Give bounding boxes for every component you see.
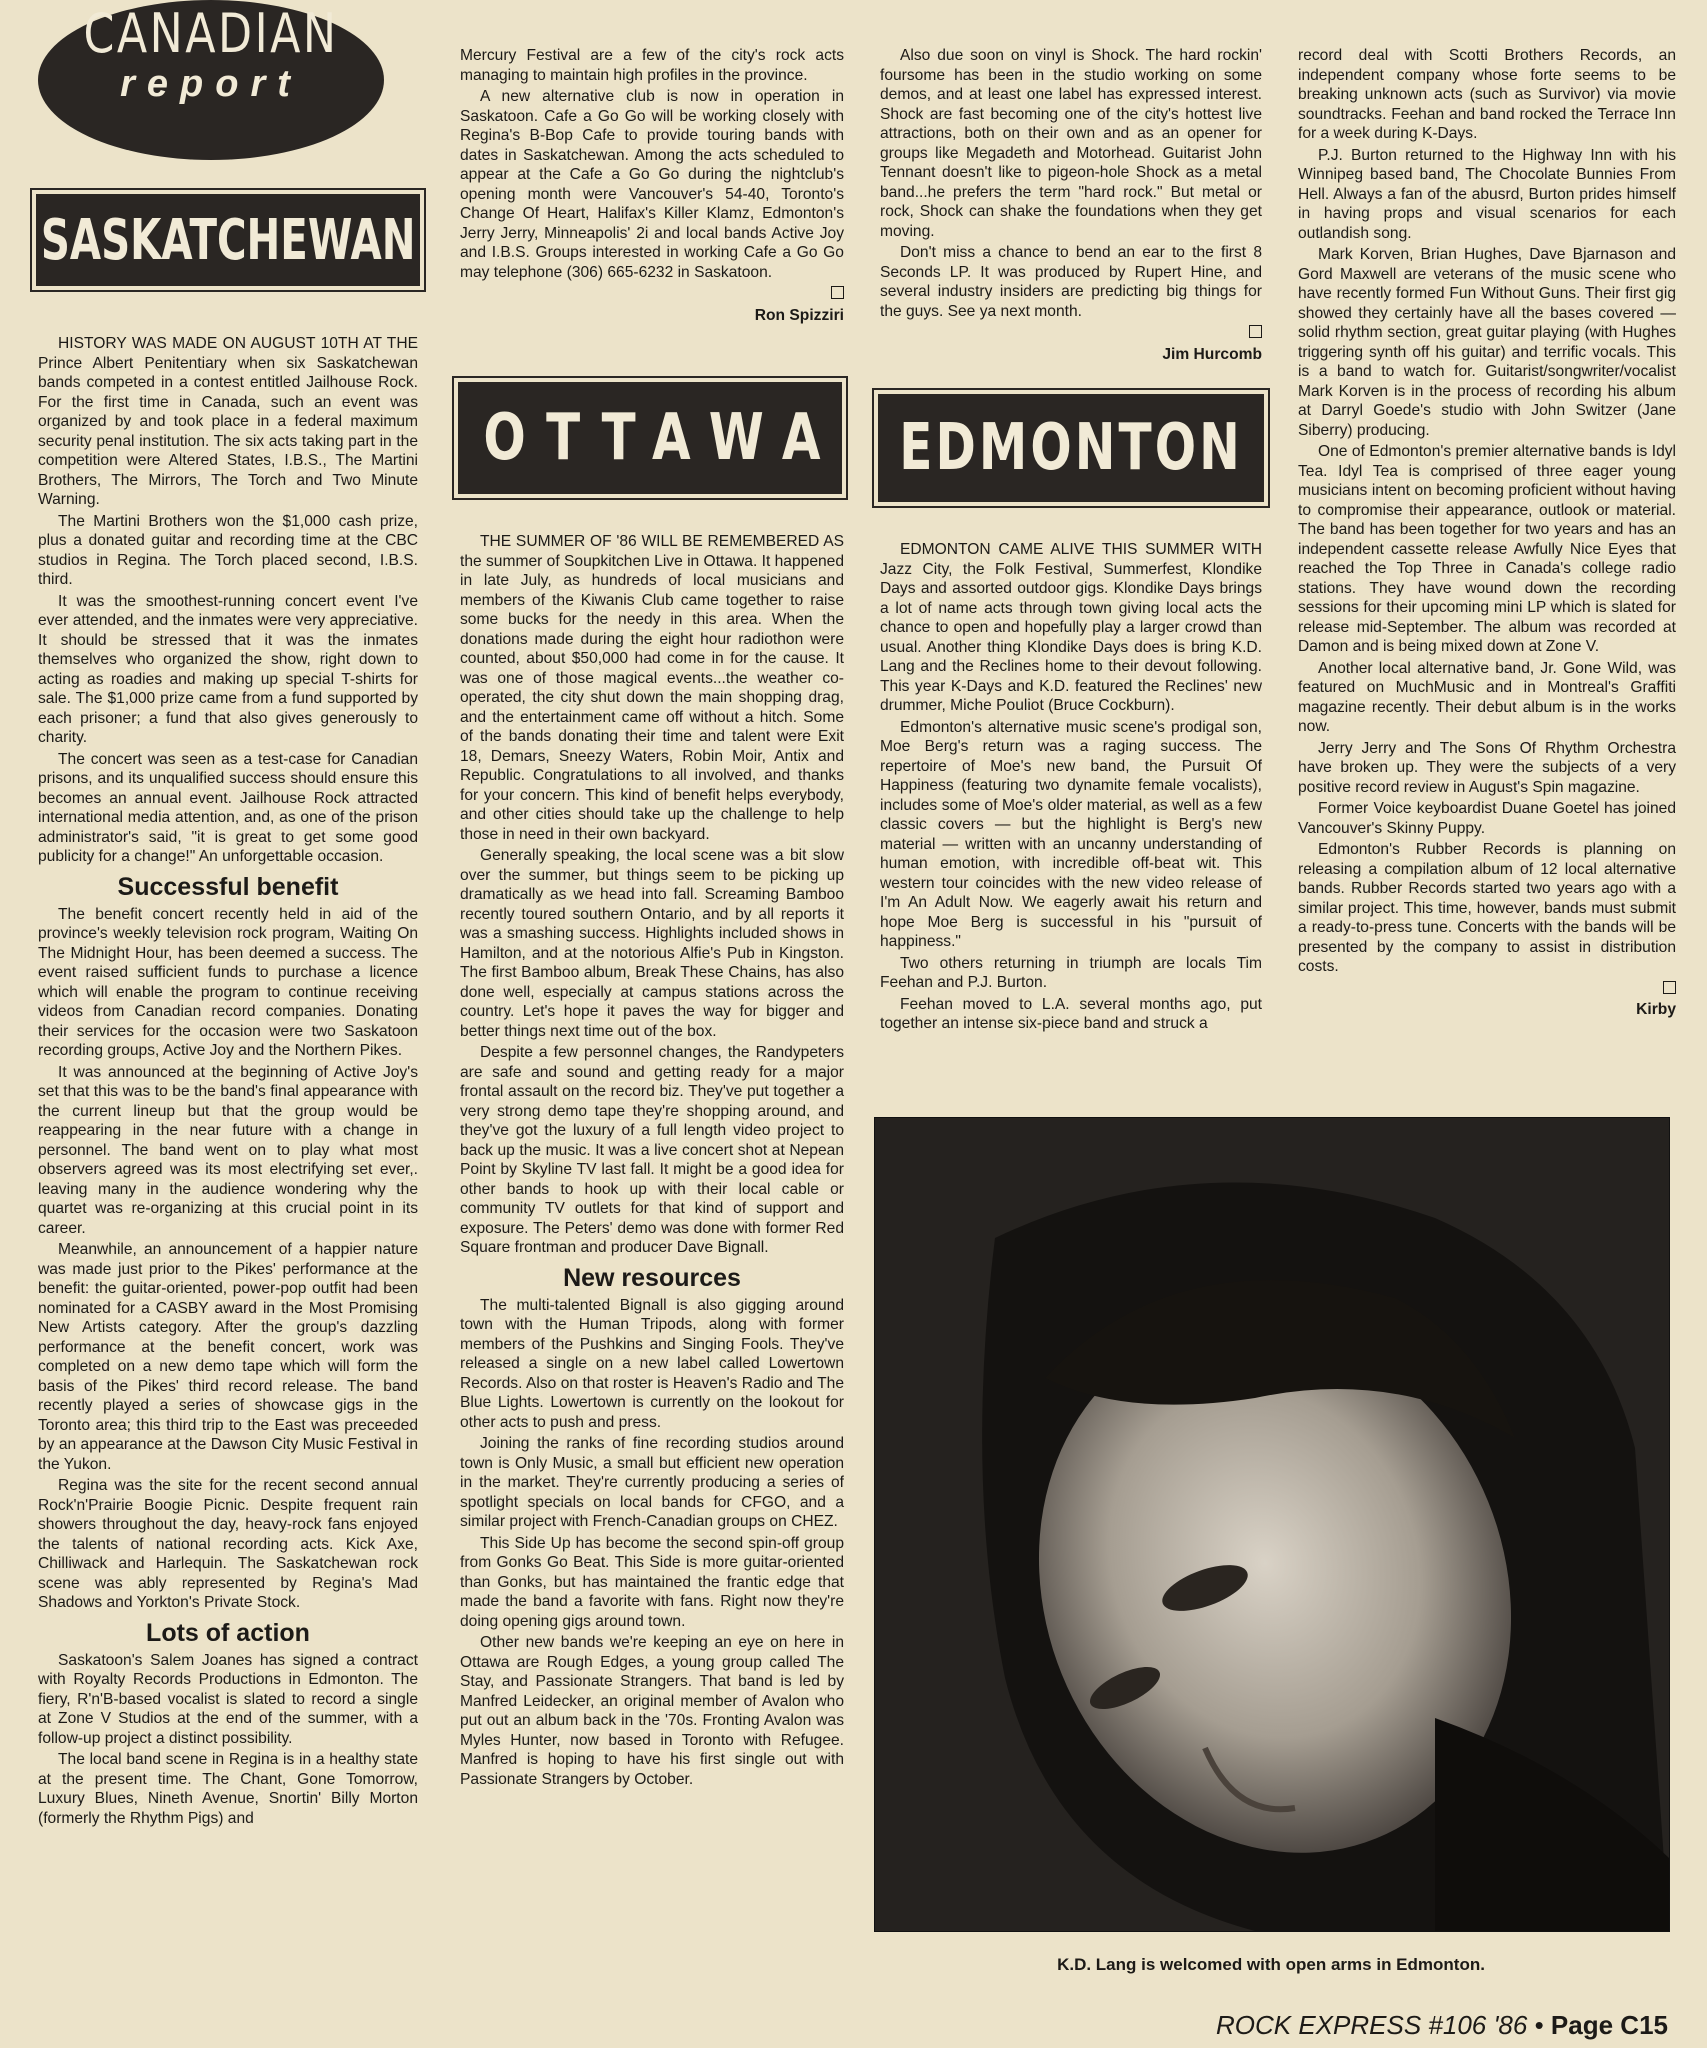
column-edmonton	[880, 540, 1262, 1036]
paragraph: One of Edmonton's premier alternative bands is Idyl Tea. Idyl Tea is comprised of three eager young musicians intent on becoming proficient without having to compromise their appearance, outlook or material. The band has been together for two years and has an independent cassette release Awfully Nice Eyes that reached the Top Three in Canada's college radio stations. They have wound down the recording sessions for their upcoming mini LP which is slated for release mid-September. The album was recorded at Damon and is being mixed down at Zone V.	[1298, 443, 1676, 655]
paragraph: Generally speaking, the local scene was a bit slow over the summer, but things seem to be picking up dramatically as we head into fall. Screaming Bamboo recently toured southern Ontario, and by all reports it was a smashing success. Highlights included shows in Hamilton, and at the notorious Alfie's Pub in Kingston. The first Bamboo album, Break These Chains, has also done well, especially at campus stations across the country. Let's hope it paves the way for bigger and better things next time out of the box.	[460, 847, 844, 1040]
saskatchewan-banner	[38, 196, 418, 284]
paragraph: The local band scene in Regina is in a healthy state at the present time. The Chant, Gone Tomorrow, Luxury Blues, Nineth Avenue, Snortin' Billy Morton (formerly the Rhythm Pigs) and	[38, 1751, 418, 1827]
paragraph: Other new bands we're keeping an eye on here in Ottawa are Rough Edges, a young group called The Stay, and Passionate Strangers. That band is led by Manfred Leidecker, an original member of Avalon who put out an album back in the '70s. Fronting Avalon was Myles Hunter, now based in Toronto with Refugee. Manfred is hoping to have his first single out with Passionate Strangers by October.	[460, 1634, 844, 1788]
paragraph: Also due soon on vinyl is Shock. The hard rockin' foursome has been in the studio working on some demos, and at least one label has expressed interest. Shock are fast becoming one of the city's hottest live attractions, both on their own and as an opener for groups like Megadeth and Motorhead. Guitarist John Tennant doesn't like to pigeon-hole Shock as a metal band...he prefers the term "hard rock." But metal or rock, Shock can shake the foundations when they get moving.	[880, 47, 1262, 240]
paragraph: It was the smoothest-running concert event I've ever attended, and the inmates were very appreciative. It should be stressed that it was the inmates themselves who organized the show, right down to acting as roadies and making up special T-shirts for sale. The $1,000 prize came from a fund supported by each prisoner; a fund that also gives generously to charity.	[38, 592, 418, 746]
column-saskatchewan	[38, 334, 418, 1830]
byline-kirby: Kirby	[1636, 1001, 1676, 1018]
subheading-new-resources: New resources	[563, 1263, 741, 1292]
subheading-successful-benefit: Successful benefit	[117, 872, 339, 901]
paragraph: Regina was the site for the recent second annual Rock'n'Prairie Boogie Picnic. Despite frequent rain showers throughout the day, heavy-rock fans enjoyed the talents of national recording acts. Kick Axe, Chilliwack and Harlequin. The Saskatchewan rock scene was ably represented by Regina's Mad Shadows and Yorkton's Private Stock.	[38, 1477, 418, 1611]
end-mark-icon	[1663, 981, 1676, 994]
paragraph: Despite a few personnel changes, the Randypeters are safe and sound and getting ready for a major frontal assault on the record biz. They've put together a very strong demo tape they're shopping around, and they've got the luxury of a full length video project to back up the music. It was a live concert shot at Nepean Point by Skyline TV last fall. It might be a good idea for other bands to hook up with their local cable or community TV outlets for that kind of support and exposure. The Peters' demo was done with former Red Square frontman and producer Dave Bignall.	[460, 1044, 844, 1256]
column-edmonton-continued	[1298, 46, 1676, 1030]
paragraph: P.J. Burton returned to the Highway Inn with his Winnipeg based band, The Chocolate Bunnies From Hell. Always a fan of the abusrd, Burton prides himself in having props and visual scenarios for each outlandish song.	[1298, 146, 1676, 242]
ottawa-heading: OTTAWA	[483, 401, 841, 475]
logo-line-report: report	[120, 63, 302, 105]
paragraph: The benefit concert recently held in aid of the province's weekly television rock program, Waiting On The Midnight Hour, has been deemed a success. The event raised sufficient funds to purchase a licence which will enable the program to continue receiving videos from Canadian record companies. Donating their services for the occasion were two Saskatoon recording groups, Active Joy and the Northern Pikes.	[38, 905, 418, 1059]
paragraph: This Side Up has become the second spin-off group from Gonks Go Beat. This Side is more guitar-oriented than Gonks, but has maintained the frantic edge that made the band a favorite with fans. Right now they're doing opening gigs around town.	[460, 1534, 844, 1630]
paragraph: Meanwhile, an announcement of a happier nature was made just prior to the Pikes' performance at the benefit: the guitar-oriented, power-pop outfit had been nominated for a CASBY award in the Most Promising New Artists category. After the group's dazzling performance at the benefit concert, work was completed on a new demo tape which will form the basis of the Pikes' third record release. The band recently played a series of showcase gigs in the Toronto area; this third trip to the East was preceeded by an appearance at the Dawson City Music Festival in the Yukon.	[38, 1241, 418, 1473]
paragraph: Feehan moved to L.A. several months ago, put together an intense six-piece band and struck a	[880, 995, 1262, 1032]
paragraph: Joining the ranks of fine recording studios around town is Only Music, a small but efficient new operation in the market. They're currently producing a series of spotlight specials on local bands for CFGO, and a similar project with French-Canadian groups on CHEZ.	[460, 1435, 844, 1530]
paragraph: Two others returning in triumph are locals Tim Feehan and P.J. Burton.	[880, 954, 1262, 991]
paragraph: HISTORY WAS MADE ON AUGUST 10TH AT THE Prince Albert Penitentiary when six Saskatchewan bands competed in a contest entitled Jailhouse Rock. For the first time in Canada, such an event was organized by and took place in a federal maximum security penal institution. The six acts taking part in the competition were Altered States, I.B.S., The Martini Brothers, The Mirrors, The Torch and Two Minute Warning.	[38, 335, 418, 508]
paragraph: Mark Korven, Brian Hughes, Dave Bjarnason and Gord Maxwell are veterans of the music scene who have recently formed Fun Without Guns. Their first gig showed they certainly have all the bases covered — solid rhythm section, great guitar playing (with Hughes triggering synth off his guitar) and terrific vocals. This is a band to watch for. Guitarist/songwriter/vocalist Mark Korven is in the process of recording his album at Darryl Goede's studio with John Switzer (Jane Siberry) producing.	[1298, 246, 1676, 439]
paragraph: Edmonton's Rubber Records is planning on releasing a compilation album of 12 local alternative bands. Rubber Records started two years ago with a similar project. This time, however, bands must submit a ready-to-press tune. Concerts with the bands will be presented by the company to assist in distribution costs.	[1298, 841, 1676, 975]
paragraph: Edmonton's alternative music scene's prodigal son, Moe Berg's return was a raging success. The repertoire of Moe's new band, the Pursuit Of Happiness (featuring two dynamite female vocalists), includes some of Moe's older material, as well as a few classic covers — but the highlight is Berg's new material — written with an uncanny understanding of human emotion, with incredible off-beat wit. This western tour coincides with the new video release of I'm An Adult Now. We eagerly await his return and hope Moe Berg is successful in his "pursuit of happiness."	[880, 718, 1262, 950]
end-mark-icon	[831, 286, 844, 299]
saskatchewan-heading: SASKATCHEWAN	[40, 207, 416, 273]
subheading-lots-of-action: Lots of action	[146, 1618, 310, 1647]
paragraph: The Martini Brothers won the $1,000 cash prize, plus a donated guitar and recording time at the CBC studios in Regina. The Torch placed second, I.B.S. third.	[38, 512, 418, 588]
edmonton-banner	[880, 396, 1262, 500]
paragraph: The concert was seen as a test-case for Canadian prisons, and its unqualified success should ensure this becomes an annual event. Jailhouse Rock attracted international media attention, and, as one of the prison administrator's said, "it is great to get some good publicity for a change!" An unforgettable occasion.	[38, 750, 418, 865]
footer-separator: •	[1534, 2010, 1544, 2040]
paragraph: Mercury Festival are a few of the city's rock acts managing to maintain high profiles in the province.	[460, 47, 844, 84]
paragraph: Another local alternative band, Jr. Gone Wild, was featured on MuchMusic and in Montreal's Graffiti magazine recently. Their debut album is in the works now.	[1298, 659, 1676, 735]
byline-ron-spizziri: Ron Spizziri	[754, 306, 844, 324]
ottawa-banner	[460, 384, 840, 492]
paragraph: Jerry Jerry and The Sons Of Rhythm Orchestra have broken up. They were the subjects of a very positive record review in August's Spin magazine.	[1298, 739, 1676, 796]
paragraph: Don't miss a chance to bend an ear to the first 8 Seconds LP. It was produced by Rupert Hine, and several industry insiders are predicting big things for the guys. See ya next month.	[880, 244, 1262, 320]
paragraph: EDMONTON CAME ALIVE THIS SUMMER WITH Jazz City, the Folk Festival, Summerfest, Klondike Days and assorted outdoor gigs. Klondike Days brings a lot of name acts through town giving local acts the chance to open and hopefully play a larger crowd than usual. Another thing Klondike Days does is bring K.D. Lang and the Reclines home to their devout following. This year K-Days and K.D. featured the Reclines' new drummer, Miche Pouliot (Bruce Cockburn).	[880, 541, 1262, 714]
end-mark-icon	[1249, 325, 1262, 338]
paragraph: record deal with Scotti Brothers Records, an independent company whose forte seems to be breaking unknown acts (such as Survivor) via movie soundtracks. Feehan and band rocked the Terrace Inn for a week during K-Days.	[1298, 47, 1676, 142]
byline-jim-hurcomb: Jim Hurcomb	[1162, 345, 1262, 363]
paragraph: THE SUMMER OF '86 WILL BE REMEMBERED AS the summer of Soupkitchen Live in Ottawa. It happened in late July, as hundreds of local musicians and members of the Kiwanis Club came together to raise some bucks for the needy in this area. When the donations made during the eight hour radiothon were counted, about $50,000 had come in for the cause. It was one of those magical events...the weather co-operated, the city shut down the main shopping drag, and the entertainment came off without a hitch. Some of the bands donating their time and talent were Exit 18, Demars, Sneezy Waters, Robin Moir, Antix and Republic. Congratulations to all involved, and thanks for your concern. This kind of benefit helps everybody, and other cities should take up the challenge to help those in need in their own backyard.	[460, 533, 845, 843]
photo-caption: K.D. Lang is welcomed with open arms in Edmonton.	[1057, 1955, 1485, 1974]
page-number: Page C15	[1550, 2010, 1668, 2040]
paragraph: It was announced at the beginning of Active Joy's set that this was to be the band's final appearance with the current lineup but that the group would be reappearing in the near future with a change in personnel. The band went on to play what most observers agreed was its most electrifying set ever,. leaving many in the audience wondering why the quartet was re-organizing at this crucial point in its career.	[38, 1063, 418, 1237]
canadian-report-logo	[38, 0, 384, 160]
column-ottawa-continued	[880, 46, 1262, 374]
paragraph: The multi-talented Bignall is also gigging around town with the Human Tripods, along with former members of the Pushkins and Singing Fools. They've released a single on a new label called Lowertown Records. Also on that roster is Heaven's Radio and The Blue Lights. Lowertown is currently on the lookout for other acts to push and press.	[460, 1296, 844, 1431]
logo-line-canadian: CANADIAN	[83, 2, 339, 65]
page-footer	[1000, 2010, 1668, 2041]
portrait-illustration	[875, 1118, 1669, 1931]
column-ottawa	[460, 532, 844, 1791]
edmonton-heading: EDMONTON	[899, 411, 1243, 485]
kd-lang-photo	[874, 1117, 1670, 1932]
paragraph: Former Voice keyboardist Duane Goetel has joined Vancouver's Skinny Puppy.	[1298, 800, 1676, 837]
publication-name: ROCK EXPRESS #106 '86	[1216, 2010, 1528, 2040]
column-saskatchewan-continued	[460, 46, 844, 335]
paragraph: Saskatoon's Salem Joanes has signed a contract with Royalty Records Productions in Edmonton. The fiery, R'n'B-based vocalist is slated to record a single at Zone V Studios at the end of the summer, with a follow-up project a distinct possibility.	[38, 1651, 418, 1747]
paragraph: A new alternative club is now in operation in Saskatoon. Cafe a Go Go will be working closely with Regina's B-Bop Cafe to provide touring bands with dates in Saskatchewan. Among the acts scheduled to appear at the Cafe a Go Go during the nightclub's opening month were Vancouver's 54-40, Toronto's Change Of Heart, Halifax's Killer Klamz, Edmonton's Jerry Jerry, Minneapolis' 2i and local bands Active Joy and I.B.S. Groups interested in working Cafe a Go Go may telephone (306) 665-6232 in Saskatoon.	[460, 88, 844, 281]
